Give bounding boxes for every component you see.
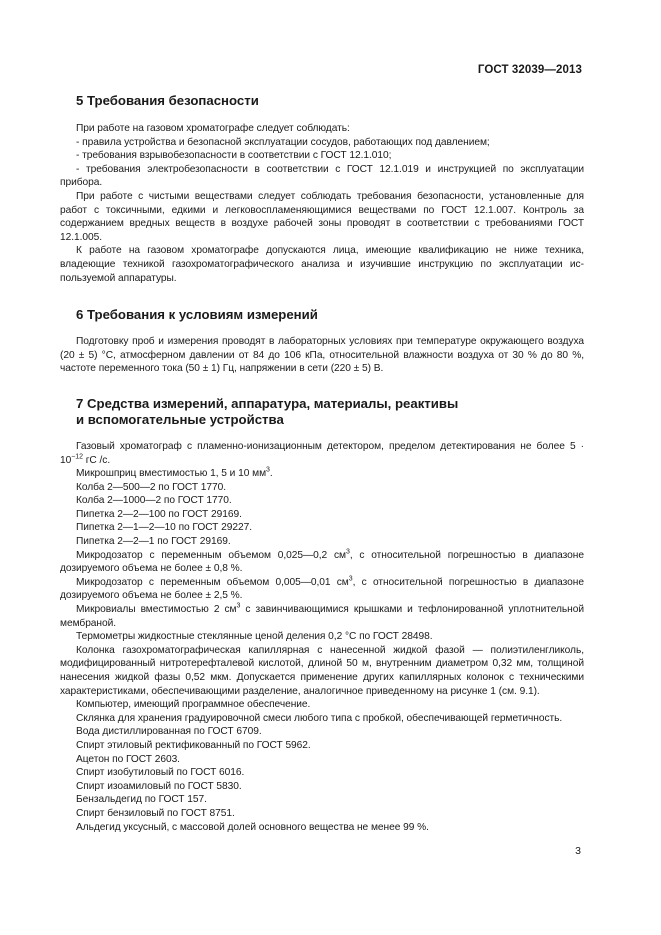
superscript: 3 [236,602,241,610]
list-item: Склянка для хранения градуировочной смеси любого типа с пробкой, обеспечивающей герметичность. [76,712,563,724]
text: гС /с. [82,454,111,466]
list-item: - требования электробезопасности в соответствии с ГОСТ 12.1.019 и инструкцией по эксплуатации прибора. [60,163,584,189]
section-7-title-line1: 7 Средства измерений, аппаратура, материалы, реактивы [76,395,459,411]
text: , с относительной погрешностью в диапазоне дозируемого объема не более ± 0,8 %. [60,549,584,575]
superscript: 3 [345,548,350,556]
paragraph: При работе на газовом хроматографе следует соблюдать: [76,123,350,134]
text: Микровиалы вместимостью 2 см [76,604,237,616]
list-item: Пипетка 2—2—1 по ГОСТ 29169. [76,536,231,548]
paragraph-microdoser-2 [60,576,584,603]
list-item: Колба 2—500—2 по ГОСТ 1770. [76,481,227,493]
document-header: ГОСТ 32039—2013 [477,64,582,76]
list-item: Пипетка 2—2—100 по ГОСТ 29169. [76,508,242,520]
list-item: Колба 2—1000—2 по ГОСТ 1770. [76,495,232,507]
paragraph-microsyringe [60,467,584,481]
list-item: Вода дистиллированная по ГОСТ 6709. [76,726,262,738]
list-item: Альдегид уксусный, с массовой долей основного вещества не менее 99 %. [76,821,429,833]
paragraph-microvials [60,603,584,630]
text: , с относительной погрешностью в диапазоне дозируемого объема не более ± 2,5 %. [60,576,584,602]
paragraph: К работе на газовом хроматографе допускаются лица, имеющие квалификацию не ниже техника, владеющие техникой газохроматографического анализа и изучившие инструкцию по эксплуатации используемой аппаратуры. [60,245,584,284]
text: Микрошприц вместимостью 1, 5 и 10 мм [76,468,267,480]
list-item: Спирт бензиловый по ГОСТ 8751. [76,807,235,819]
list-item: Спирт изобутиловый по ГОСТ 6016. [76,767,245,779]
list-item: - требования взрывобезопасности в соответствии с ГОСТ 12.1.010; [76,150,392,162]
list-item: Спирт этиловый ректификованный по ГОСТ 5962. [76,739,311,751]
section-7-title-line2: и вспомогательные устройства [76,411,284,427]
paragraph: При работе с чистыми веществами следует соблюдать требования безопасности, установленные для работ с токсичными, едкими и легковоспламеняющимися веществами по ГОСТ 12.1.007. Контроль за содержанием вредных веществ в воздухе рабочей зоны проводят в соответствии с требованиями ГОСТ 12.1.005. [60,190,584,243]
paragraph: Подготовку проб и измерения проводят в лабораторных условиях при температуре окружающего воздуха (20 ± 5) °С, атмосферном давлении от 84 до 106 кПа, относительной влажности воздуха от 30 % до 80 %, частоте переменного тока (50 ± 1) Гц, напряжении в сети (220 ± 5) В. [60,336,584,375]
text: Микродозатор с переменным объемом 0,025—0,2 см [76,549,346,561]
paragraph-microdoser-1 [60,549,584,576]
list-item: Компьютер, имеющий программное обеспечение. [76,699,311,711]
superscript: 3 [266,466,270,474]
list-item: Ацетон по ГОСТ 2603. [76,753,180,765]
section-5-title: 5 Требования безопасности [76,93,259,108]
section-6-title: 6 Требования к условиям измерений [76,307,318,323]
text: с завинчивающимися крышками и тефлонированной уплотнительной мембраной. [60,604,585,629]
text: . [269,468,273,480]
list-item: Бензальдегид по ГОСТ 157. [76,794,207,806]
text: Микродозатор с переменным объемом 0,005—0,01 см [76,576,349,588]
page-content [60,93,584,834]
section-7-title [60,396,584,428]
paragraph-chromatograph [60,440,584,467]
page-number: 3 [575,845,581,857]
list-item: Спирт изоамиловый по ГОСТ 5830. [76,780,242,792]
text: Газовый хроматограф с пламенно-ионизационным детектором, пределом детектирования не более 5 · 10 [60,440,584,466]
list-item: Пипетка 2—1—2—10 по ГОСТ 29227. [76,522,252,534]
superscript: −12 [71,453,83,461]
list-item: Термометры жидкостные стеклянные ценой деления 0,2 °С по ГОСТ 28498. [76,631,433,643]
superscript: 3 [348,575,353,583]
list-item: - правила устройства и безопасной эксплуатации сосудов, работающих под давлением; [76,136,490,148]
list-item: Колонка газохроматографическая капиллярная с нанесенной жидкой фазой — полиэтиленгликоль, модифицированный нитротерефталевой кислотой, длиной 50 м, внутренним диаметром 0,32 мм, толщиной нанесения жидкой фазы 0,52 мкм. Допускается применение других капиллярных колонок с техническими характеристиками, обеспечивающими разделение, аналогичное приведенному на рисунке 1 (см. 9.1). [60,644,584,697]
